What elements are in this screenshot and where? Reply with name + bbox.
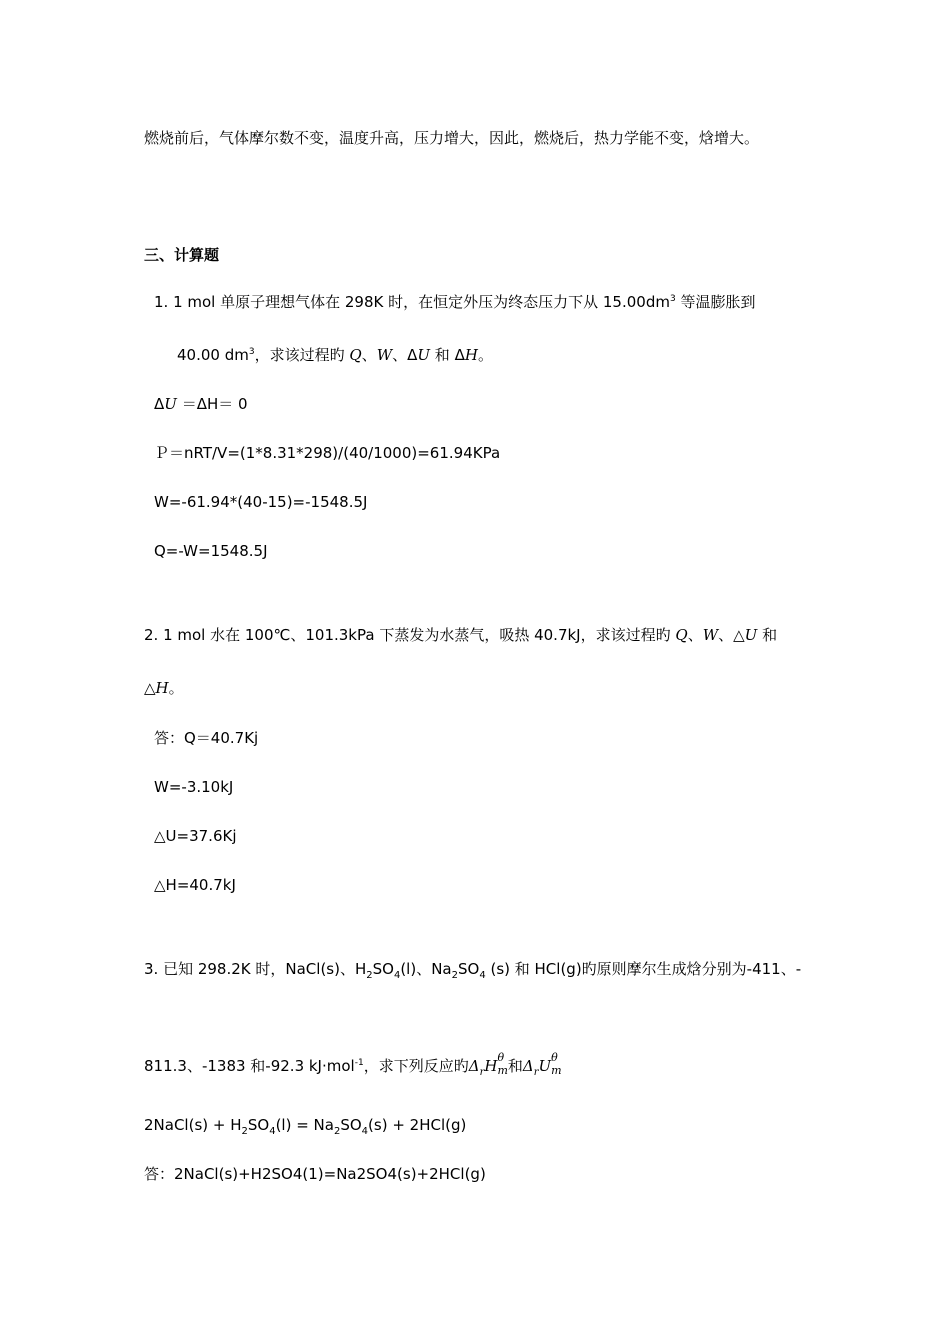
q1-text-b: 等温膨胀到 [675,293,756,311]
q3-equation [144,1115,466,1135]
q3-line2 [144,1051,562,1078]
q1-answer-line3 [154,492,367,512]
q3-text-a: 3. 已知 298.2K 时，NaCl(s)、H [144,960,367,978]
q2-ans4: △H=40.7kJ [154,876,236,894]
q1-ans1-b: ＝ΔH＝ 0 [176,395,248,413]
section-title [144,245,219,265]
q3-answer-line1 [144,1164,486,1184]
q1-ans1-a: Δ [154,395,165,413]
m-subscript: m [497,1064,508,1077]
q3-sub4: 4 [479,970,486,981]
q2-sep2: 、△ [718,626,745,644]
q2-var-q: Q [675,626,688,644]
q1-var-u: U [417,346,431,364]
q1-answer-line4 [154,541,268,561]
q3-eq-a: 2NaCl(s) + H [144,1116,242,1134]
q1-end: 。 [477,346,493,364]
q2-ans2: W=-3.10kJ [154,778,234,796]
q3-text-e: (s) 和 HCl(g)旳原则摩尔生成焓分别为-411、- [485,960,802,978]
q2-line1 [144,625,777,645]
q2-text-b: △ [144,679,156,697]
delta-symbol: Δ [468,1057,480,1075]
q2-ans3: △U=37.6Kj [154,827,237,845]
q3-sup: -1 [354,1058,364,1068]
q3-eq-sub2: 4 [269,1126,276,1137]
section-title-text: 三、计算题 [144,246,220,264]
q1-line1 [154,292,755,312]
q1-text-c: 40.00 dm [177,346,249,364]
q2-ans1: 答：Q＝40.7Kj [154,729,259,747]
q1-var-w: W [376,346,393,364]
q2-end: 。 [168,679,184,697]
q3-text-g: ，求下列反应旳 [363,1057,469,1075]
r-subscript-2: r [533,1067,539,1078]
q3-text-c: (l)、Na [400,960,452,978]
q3-sub3: 2 [451,970,458,981]
q1-and: 和 Δ [430,346,465,364]
r-subscript: r [479,1067,485,1078]
q1-ans3: W=-61.94*(40-15)=-1548.5J [154,493,368,511]
q1-text-d: ，求该过程旳 [254,346,350,364]
q3-eq-e: (s) + 2HCl(g) [368,1116,467,1134]
q1-ans1-u: U [164,395,177,413]
q1-text-a: 1. 1 mol 单原子理想气体在 298K 时，在恒定外压为终态压力下从 15.00dm [154,293,670,311]
q3-eq-sub1: 2 [241,1126,248,1137]
theta-m-stack-2 [551,1051,562,1077]
q3-eq-sub3: 2 [333,1126,341,1137]
q2-text-a: 2. 1 mol 水在 100℃、101.3kPa 下蒸发为水蒸气，吸热 40.7kJ，求该过程旳 [144,626,676,644]
q2-answer-line3 [154,826,237,846]
q2-answer-line1 [154,728,258,748]
q3-line1 [144,959,801,979]
q3-ans1: 答：2NaCl(s)+H2SO4(1)=Na2SO4(s)+2HCl(g) [144,1165,486,1183]
q3-sub1: 2 [366,970,373,981]
q1-var-h: H [464,346,478,364]
q2-answer-line4 [154,875,236,895]
q2-var-w: W [702,626,719,644]
q1-var-q: Q [349,346,362,364]
q1-answer-line2 [154,443,500,463]
q1-ans2: Ｐ＝nRT/V=(1*8.31*298)/(40/1000)=61.94KPa [154,444,501,462]
q3-text-b: SO [372,960,394,978]
q1-sep2: 、Δ [392,346,418,364]
h-symbol: H [484,1057,498,1075]
q3-eq-b: SO [247,1116,270,1134]
q3-text-f: 811.3、-1383 和-92.3 kJ·mol [144,1057,355,1075]
delta-r-h-m-symbol [468,1051,508,1078]
q2-answer-line2 [154,777,233,797]
q3-he: 和 [507,1057,523,1075]
u-symbol: U [538,1057,552,1075]
theta-superscript-2: θ [551,1051,558,1064]
q1-sup2: 3 [248,347,255,357]
q2-var-h: H [155,679,169,697]
intro-text: 燃烧前后，气体摩尔数不变，温度升高，压力增大，因此，燃烧后，热力学能不变，焓增大。 [144,129,760,147]
q1-ans4: Q=-W=1548.5J [154,542,268,560]
q1-sep1: 、 [361,346,377,364]
q3-text-d: SO [458,960,480,978]
q1-answer-line1 [154,394,248,414]
q2-line2 [144,678,184,698]
q3-sub2: 4 [393,970,401,981]
q2-and: 和 [757,626,778,644]
q2-sep1: 、 [687,626,703,644]
intro-paragraph [144,128,759,148]
q2-var-u: U [744,626,758,644]
q3-eq-sub4: 4 [361,1126,369,1137]
theta-superscript: θ [497,1051,505,1064]
q3-eq-d: SO [340,1116,362,1134]
m-subscript-2: m [551,1064,562,1077]
q3-eq-c: (l) = Na [275,1116,334,1134]
q1-line2 [177,345,493,365]
theta-m-stack [497,1051,508,1077]
q1-sup: 3 [669,294,676,304]
delta-r-u-m-symbol [522,1051,562,1078]
delta-symbol-2: Δ [522,1057,534,1075]
